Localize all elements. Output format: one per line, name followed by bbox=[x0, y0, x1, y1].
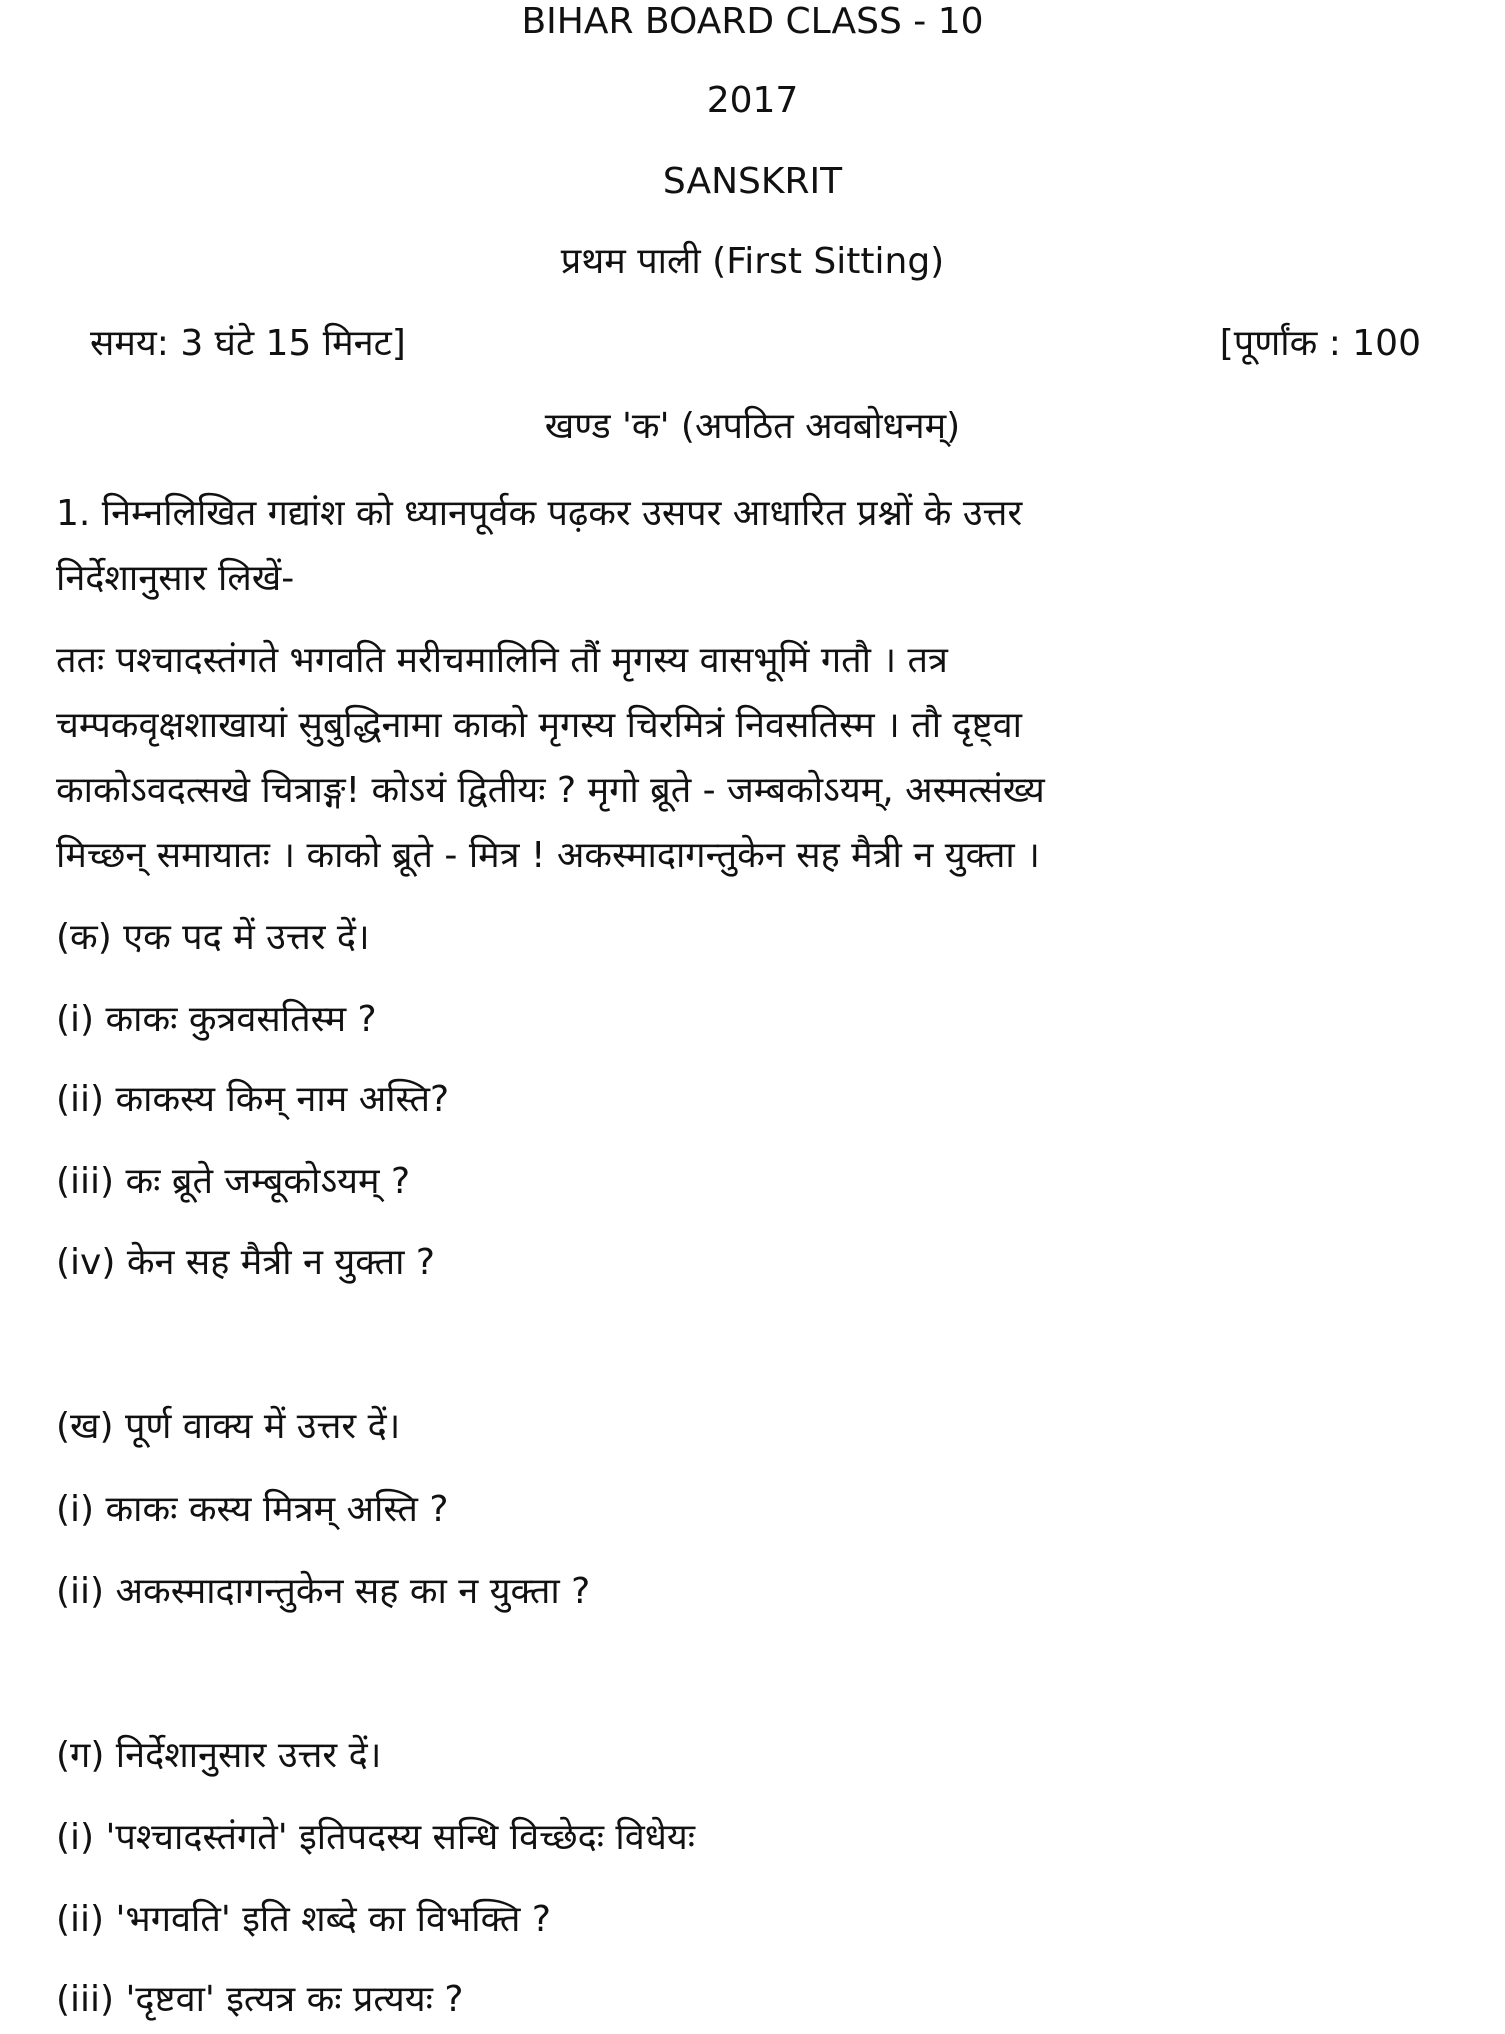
sitting-label: प्रथम पाली (First Sitting) bbox=[560, 241, 945, 282]
time-label: समय: 3 घंटे 15 मिनट] bbox=[90, 323, 406, 364]
part-ka-heading: (क) एक पद में उत्तर दें। bbox=[56, 917, 370, 958]
instruction-line: निर्देशानुसार लिखें- bbox=[56, 558, 295, 599]
passage-line: चम्पकवृक्षशाखायां सुबुद्धिनामा काको मृगस्य चिरमित्रं निवसतिस्म । तौ दृष्ट्वा bbox=[56, 705, 1022, 746]
passage-line: मिच्छन् समायातः । काको ब्रूते - मित्र ! अकस्मादागन्तुकेन सह मैत्री न युक्ता । bbox=[56, 835, 1040, 876]
exam-year: 2017 bbox=[706, 80, 799, 121]
question-item: (i) 'पश्चादस्तंगते' इतिपदस्य सन्धि विच्छेदः विधेयः bbox=[56, 1817, 696, 1858]
section-title: खण्ड 'क' (अपठित अवबोधनम्) bbox=[544, 406, 961, 447]
question-instruction bbox=[56, 481, 1446, 611]
passage-line: ततः पश्चादस्तंगते भगवति मरीचमालिनि तौं मृगस्य वासभूमिं गतौ । तत्र bbox=[56, 640, 948, 681]
subject-title: SANSKRIT bbox=[662, 161, 843, 202]
question-item: (i) काकः कुत्रवसतिस्म ? bbox=[56, 999, 377, 1040]
total-marks-label: [पूर्णांक : 100 bbox=[1219, 323, 1421, 364]
question-item: (iii) कः ब्रूते जम्बूकोऽयम् ? bbox=[56, 1161, 411, 1202]
question-item: (iii) 'दृष्टवा' इत्यत्र कः प्रत्ययः ? bbox=[56, 1979, 464, 2020]
instruction-line: 1. निम्नलिखित गद्यांश को ध्यानपूर्वक पढ़कर उसपर आधारित प्रश्नों के उत्तर bbox=[56, 493, 1023, 534]
part-kha-heading: (ख) पूर्ण वाक्य में उत्तर दें। bbox=[56, 1406, 401, 1447]
question-item: (iv) केन सह मैत्री न युक्ता ? bbox=[56, 1242, 435, 1283]
question-item: (ii) काकस्य किम् नाम अस्ति? bbox=[56, 1079, 450, 1120]
part-ga-heading: (ग) निर्देशानुसार उत्तर दें। bbox=[56, 1735, 382, 1776]
passage-line: काकोऽवदत्सखे चित्राङ्ग! कोऽयं द्वितीयः ? मृगो ब्रूते - जम्बकोऽयम्, अस्मत्संख्य bbox=[56, 770, 1045, 811]
passage bbox=[56, 628, 1446, 888]
board-title: BIHAR BOARD CLASS - 10 bbox=[521, 1, 984, 42]
question-item: (i) काकः कस्य मित्रम् अस्ति ? bbox=[56, 1489, 449, 1530]
question-item: (ii) अकस्मादागन्तुकेन सह का न युक्ता ? bbox=[56, 1571, 591, 1612]
question-item: (ii) 'भगवति' इति शब्दे का विभक्ति ? bbox=[56, 1899, 551, 1940]
